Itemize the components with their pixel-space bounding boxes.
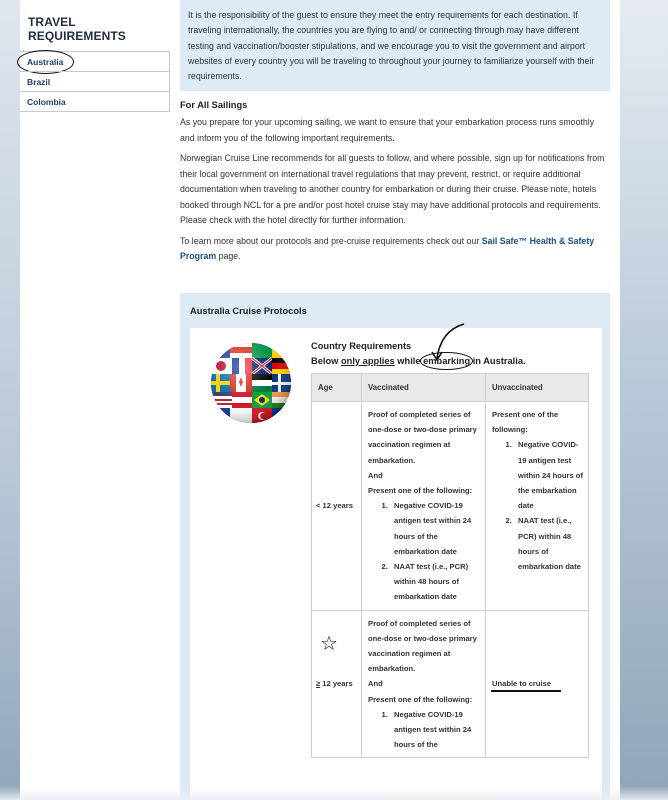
sidebar-title: TRAVEL REQUIREMENTS — [28, 15, 126, 43]
protocols-content — [190, 328, 602, 800]
hand-drawn-underline-annotation — [491, 690, 561, 692]
sidebar-item-label: Australia — [27, 57, 64, 67]
vaccination-proof-text: Proof of completed series of one-dose or two-dose primary vaccination regimen at embarkation. — [368, 410, 477, 465]
responsibility-notice: It is the responsibility of the guest to ensure they meet the entry requirements for each destination. If traveling internationally, the countries you are flying to and/ or connecting through may have different testing and vaccination/booster stipulations, and we encourage you to visit the government and airport websites of every country you will be traveling to throughout your journey to familiarize yourself with their requirements. — [180, 0, 610, 91]
sidebar — [20, 0, 170, 111]
learn-more-paragraph — [180, 234, 610, 265]
table-row — [312, 402, 589, 611]
applies-note-part: Below — [311, 356, 341, 366]
present-text: Present one of the following: — [368, 694, 473, 704]
unvaccinated-cell — [486, 402, 589, 611]
column-header-vaccinated: Vaccinated — [362, 374, 486, 402]
list-item: 2. NAAT test (i.e., PCR) within 48 hours of embarkation date — [390, 559, 480, 605]
table-row — [312, 610, 589, 758]
list-item: 1. Negative COVID-19 antigen test within 24 hours of the embarkation date — [390, 498, 480, 559]
column-header-age: Age — [312, 374, 362, 402]
applies-note — [311, 354, 526, 369]
page-background-left — [0, 0, 20, 800]
applies-note-part: while — [394, 356, 424, 366]
and-text: And — [368, 470, 383, 480]
country-requirements — [311, 339, 526, 369]
requirements-table — [311, 373, 589, 758]
unable-label: Unable to cruise — [492, 679, 552, 689]
learn-more-text: To learn more about our protocols and pre-cruise requirements check out our — [180, 235, 482, 246]
flags-globe-image — [210, 342, 292, 424]
vaccinated-cell — [362, 402, 486, 611]
sidebar-item-australia[interactable] — [20, 51, 170, 72]
sidebar-item-label: Colombia — [27, 97, 66, 107]
for-all-sailings-heading: For All Sailings — [180, 100, 248, 110]
vaccinated-cell — [362, 610, 486, 758]
column-header-unvaccinated: Unvaccinated — [486, 374, 589, 402]
only-applies-underlined: only applies — [340, 356, 395, 366]
hand-drawn-star-icon: ☆ — [320, 632, 338, 655]
embarkation-paragraph: As you prepare for your upcoming sailing, we want to ensure that your embarkation process runs smoothly and inform you of the following important requirements. — [180, 117, 595, 143]
embarking-word: embarking — [423, 356, 471, 366]
test-options-list — [368, 498, 480, 604]
age-prefix: ≥ — [316, 679, 321, 689]
learn-more-suffix: page. — [216, 251, 241, 261]
sidebar-item-label: Brazil — [27, 77, 51, 87]
age-cell: < 12 years — [312, 402, 362, 611]
main-content — [180, 0, 610, 750]
country-requirements-heading: Country Requirements — [311, 341, 412, 351]
present-text: Present one of the following: — [368, 486, 473, 496]
australia-protocols-panel — [180, 293, 610, 800]
unvaccinated-cell — [486, 610, 589, 758]
recommendation-paragraph: Norwegian Cruise Line recommends for all guests to follow, and where possible, sign up for notifications from their local government on international travel regulations that may prevent, restrict, or require additional documentation when traveling to another country for embarkation or during their cruise. Please note, hotels booked through NCL for a pre and/or post hotel cruise stay may have additional protocols and requirements. Please check with the hotel directly for further information. — [180, 153, 605, 225]
protocols-title: Australia Cruise Protocols — [190, 306, 307, 316]
page-background-right — [620, 0, 668, 800]
test-options-list — [492, 437, 583, 574]
sail-safe-link[interactable]: Sail Safe™ Health & Safety Program — [180, 235, 595, 261]
bottom-fade — [0, 786, 668, 800]
page-content — [20, 0, 620, 800]
list-item: 2. NAAT test (i.e., PCR) within 48 hours of embarkation date — [514, 513, 583, 574]
and-text: And — [368, 679, 383, 689]
sidebar-item-brazil[interactable] — [20, 71, 170, 92]
list-item: 1. Negative COVID-19 antigen test within 24 hours of the — [390, 707, 480, 753]
vaccination-proof-text: Proof of completed series of one-dose or two-dose primary vaccination regimen at embarkation. — [368, 618, 477, 674]
age-text: 12 years — [320, 679, 353, 689]
present-text: Present one of the following: — [492, 410, 559, 435]
age-cell — [312, 610, 362, 758]
applies-note-part: in Australia. — [470, 356, 526, 366]
hand-drawn-oval-annotation — [420, 352, 473, 370]
unable-to-cruise-text — [492, 676, 551, 691]
sidebar-item-colombia[interactable] — [20, 91, 170, 112]
test-options-list — [368, 707, 480, 753]
list-item: 1. Negative COVID-19 antigen test within 24 hours of the embarkation date — [514, 437, 583, 513]
table-header-row — [312, 374, 589, 402]
